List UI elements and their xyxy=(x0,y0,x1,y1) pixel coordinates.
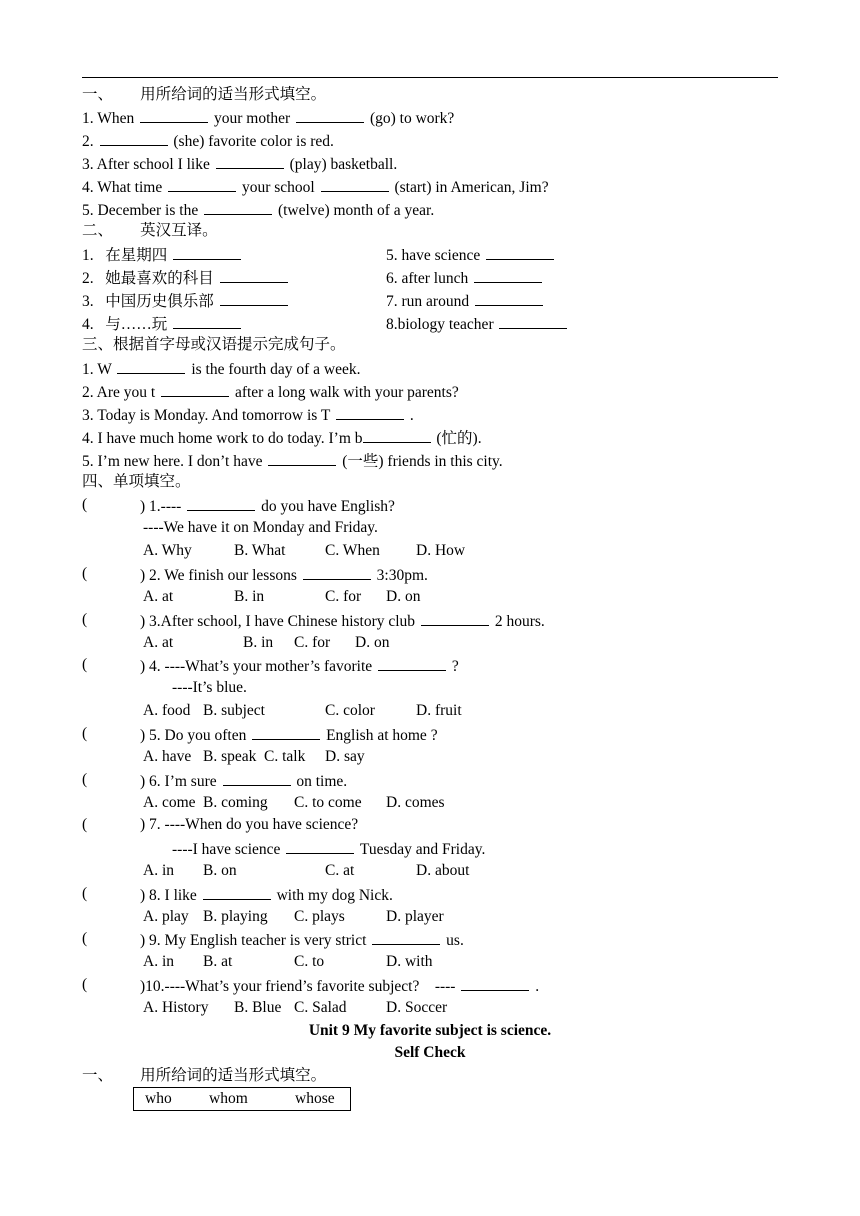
s2-left-4: 4. 与……玩 xyxy=(82,313,243,333)
q3-opt-b[interactable]: B. in xyxy=(243,634,274,651)
s2-right-6: 6. after lunch xyxy=(386,267,544,287)
blank[interactable] xyxy=(363,427,431,443)
q6-opt-a[interactable]: A. come xyxy=(143,794,196,811)
s2-left-2: 2. 她最喜欢的科目 xyxy=(82,267,290,287)
q10-opt-a[interactable]: A. History xyxy=(143,999,209,1016)
blank[interactable] xyxy=(203,884,271,900)
q9-opt-d[interactable]: D. with xyxy=(386,953,433,970)
blank[interactable] xyxy=(378,655,446,671)
q7-stem: ) 7. ----When do you have science? xyxy=(140,816,359,833)
q4-opt-b[interactable]: B. subject xyxy=(203,702,265,719)
q1-reply: ----We have it on Monday and Friday. xyxy=(143,519,378,536)
q10-paren: ( xyxy=(82,976,88,993)
q4-reply: ----It’s blue. xyxy=(172,679,247,696)
header-rule xyxy=(82,77,778,78)
q10-stem: )10.----What’s your friend’s favorite subject? ---- . xyxy=(140,975,539,995)
q5-paren: ( xyxy=(82,725,88,742)
q4-opt-d[interactable]: D. fruit xyxy=(416,702,462,719)
blank[interactable] xyxy=(421,610,489,626)
q6-opt-d[interactable]: D. comes xyxy=(386,794,445,811)
q1-opt-d[interactable]: D. How xyxy=(416,542,466,559)
word-box-item: whom xyxy=(209,1090,248,1107)
section-4-heading: 四、单项填空。 xyxy=(82,473,191,490)
q9-opt-a[interactable]: A. in xyxy=(143,953,174,970)
q7-reply: ----I have science Tuesday and Friday. xyxy=(172,838,485,858)
q2-opt-b[interactable]: B. in xyxy=(234,588,265,605)
q9-stem: ) 9. My English teacher is very strict us. xyxy=(140,929,464,949)
q5-opt-a[interactable]: A. have xyxy=(143,748,192,765)
s1-item-5: 5. December is the (twelve) month of a year. xyxy=(82,199,434,219)
s2-right-8: 8.biology teacher xyxy=(386,313,569,333)
s2-right-7: 7. run around xyxy=(386,290,545,310)
q3-opt-a[interactable]: A. at xyxy=(143,634,174,651)
blank[interactable] xyxy=(117,358,185,374)
q5-stem: ) 5. Do you often English at home ? xyxy=(140,724,438,744)
unit-subtitle: Self Check xyxy=(394,1044,466,1061)
s3-item-2: 2. Are you t after a long walk with your parents? xyxy=(82,381,459,401)
unit-title: Unit 9 My favorite subject is science. xyxy=(308,1022,552,1039)
blank[interactable] xyxy=(252,724,320,740)
q2-opt-a[interactable]: A. at xyxy=(143,588,174,605)
section-5-heading: 一、 用所给词的适当形式填空。 xyxy=(82,1067,327,1084)
q1-paren: ( xyxy=(82,496,88,513)
q3-opt-c[interactable]: C. for xyxy=(294,634,331,651)
q9-opt-b[interactable]: B. at xyxy=(203,953,233,970)
q1-opt-c[interactable]: C. When xyxy=(325,542,380,559)
blank[interactable] xyxy=(303,564,371,580)
q1-opt-a[interactable]: A. Why xyxy=(143,542,192,559)
blank[interactable] xyxy=(499,313,567,329)
word-box-item: who xyxy=(145,1090,172,1107)
blank[interactable] xyxy=(268,450,336,466)
q8-stem: ) 8. I like with my dog Nick. xyxy=(140,884,393,904)
q4-stem: ) 4. ----What’s your mother’s favorite ? xyxy=(140,655,459,675)
q10-opt-d[interactable]: D. Soccer xyxy=(386,999,448,1016)
blank[interactable] xyxy=(220,267,288,283)
q6-paren: ( xyxy=(82,771,88,788)
s2-right-5: 5. have science xyxy=(386,244,556,264)
q7-opt-c[interactable]: C. at xyxy=(325,862,355,879)
blank[interactable] xyxy=(223,770,291,786)
q1-opt-b[interactable]: B. What xyxy=(234,542,286,559)
section-1-heading: 一、 用所给词的适当形式填空。 xyxy=(82,86,327,103)
blank[interactable] xyxy=(475,290,543,306)
q2-opt-c[interactable]: C. for xyxy=(325,588,362,605)
s1-item-2: 2. (she) favorite color is red. xyxy=(82,130,334,150)
q4-paren: ( xyxy=(82,656,88,673)
q5-opt-d[interactable]: D. say xyxy=(325,748,365,765)
q9-opt-c[interactable]: C. to xyxy=(294,953,325,970)
word-box-item: whose xyxy=(295,1090,335,1107)
blank[interactable] xyxy=(220,290,288,306)
blank[interactable] xyxy=(168,176,236,192)
blank[interactable] xyxy=(161,381,229,397)
blank[interactable] xyxy=(187,495,255,511)
q6-opt-b[interactable]: B. coming xyxy=(203,794,268,811)
q8-opt-a[interactable]: A. play xyxy=(143,908,189,925)
blank[interactable] xyxy=(100,130,168,146)
q4-opt-c[interactable]: C. color xyxy=(325,702,375,719)
blank[interactable] xyxy=(204,199,272,215)
q7-opt-a[interactable]: A. in xyxy=(143,862,174,879)
s3-item-4: 4. I have much home work to do today. I’m b (忙的). xyxy=(82,427,482,447)
blank[interactable] xyxy=(372,929,440,945)
s3-item-1: 1. W is the fourth day of a week. xyxy=(82,358,360,378)
blank[interactable] xyxy=(173,313,241,329)
q5-opt-b[interactable]: B. speak xyxy=(203,748,257,765)
s2-left-1: 1. 在星期四 xyxy=(82,244,243,264)
q9-paren: ( xyxy=(82,930,88,947)
blank[interactable] xyxy=(461,975,529,991)
q8-paren: ( xyxy=(82,885,88,902)
blank[interactable] xyxy=(474,267,542,283)
q2-opt-d[interactable]: D. on xyxy=(386,588,421,605)
blank[interactable] xyxy=(216,153,284,169)
q6-stem: ) 6. I’m sure on time. xyxy=(140,770,347,790)
s1-item-1: 1. When your mother (go) to work? xyxy=(82,107,454,127)
q6-opt-c[interactable]: C. to come xyxy=(294,794,362,811)
q7-paren: ( xyxy=(82,816,88,833)
q5-opt-c[interactable]: C. talk xyxy=(264,748,306,765)
blank[interactable] xyxy=(321,176,389,192)
q4-opt-a[interactable]: A. food xyxy=(143,702,191,719)
q10-opt-c[interactable]: C. Salad xyxy=(294,999,347,1016)
s1-item-3: 3. After school I like (play) basketball. xyxy=(82,153,397,173)
s3-item-5: 5. I’m new here. I don’t have (一些) friends in this city. xyxy=(82,450,503,470)
section-2-heading: 二、 英汉互译。 xyxy=(82,222,218,239)
word-box xyxy=(133,1087,351,1111)
q10-opt-b[interactable]: B. Blue xyxy=(234,999,282,1016)
q3-paren: ( xyxy=(82,611,88,628)
q2-stem: ) 2. We finish our lessons 3:30pm. xyxy=(140,564,428,584)
q3-opt-d[interactable]: D. on xyxy=(355,634,390,651)
q3-stem: ) 3.After school, I have Chinese history club 2 hours. xyxy=(140,610,545,630)
q7-opt-b[interactable]: B. on xyxy=(203,862,237,879)
q1-stem: ) 1.---- do you have English? xyxy=(140,495,395,515)
blank[interactable] xyxy=(486,244,554,260)
blank[interactable] xyxy=(286,838,354,854)
s3-item-3: 3. Today is Monday. And tomorrow is T . xyxy=(82,404,414,424)
q7-opt-d[interactable]: D. about xyxy=(416,862,470,879)
q2-paren: ( xyxy=(82,565,88,582)
q8-opt-c[interactable]: C. plays xyxy=(294,908,345,925)
s2-left-3: 3. 中国历史俱乐部 xyxy=(82,290,290,310)
blank[interactable] xyxy=(296,107,364,123)
blank[interactable] xyxy=(336,404,404,420)
blank[interactable] xyxy=(140,107,208,123)
s1-item-4: 4. What time your school (start) in American, Jim? xyxy=(82,176,549,196)
q8-opt-b[interactable]: B. playing xyxy=(203,908,268,925)
blank[interactable] xyxy=(173,244,241,260)
section-3-heading: 三、根据首字母或汉语提示完成句子。 xyxy=(82,336,346,353)
q8-opt-d[interactable]: D. player xyxy=(386,908,444,925)
